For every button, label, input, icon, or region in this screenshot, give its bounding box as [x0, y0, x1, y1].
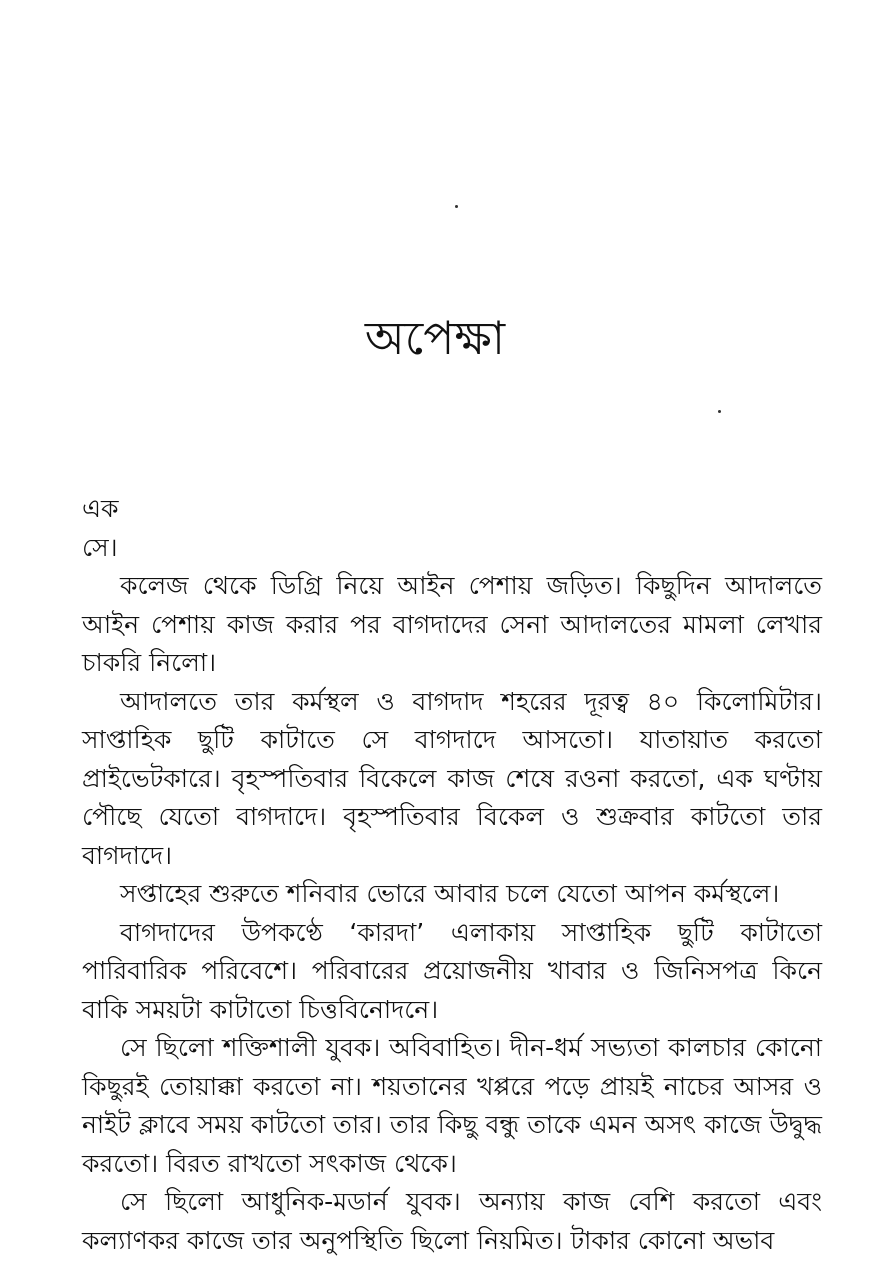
print-speck: [718, 410, 721, 413]
paragraph: আদালতে তার কর্মস্থল ও বাগদাদ শহরের দূরত্ব ৪০ কিলোমিটার। সাপ্তাহিক ছুটি কাটাতে সে বাগদাদে আসতো। যাতায়াত করতো প্রাইভেটকারে। বৃহস্পতিবার বিকেলে কাজ শেষে রওনা করতো, এক ঘণ্টায় পৌছে যেতো বাগদাদে। বৃহস্পতিবার বিকেল ও শুক্রবার কাটতো তার বাগদাদে।: [82, 686, 822, 870]
paragraph: সপ্তাহের শুরুতে শনিবার ভোরে আবার চলে যেতো আপন কর্মস্থলে।: [120, 879, 780, 908]
paragraph-list: [82, 529, 822, 1261]
page-content: [82, 490, 822, 1260]
paragraph: কলেজ থেকে ডিগ্রি নিয়ে আইন পেশায় জড়িত। কিছুদিন আদালতে আইন পেশায় কাজ করার পর বাগদাদের সেনা আদালতের মামলা লেখার চাকরি নিলো।: [82, 571, 822, 677]
page-title: অপেক্ষা: [364, 311, 506, 365]
paragraph: সে।: [82, 532, 118, 562]
paragraph: বাগদাদের উপকণ্ঠে ‘কারদা’ এলাকায় সাপ্তাহিক ছুটি কাটাতো পারিবারিক পরিবেশে। পরিবারের প্রয়োজনীয় খাবার ও জিনিসপত্র কিনে বাকি সময়টা কাটাতো চিত্তবিনোদনে।: [82, 917, 822, 1024]
paragraph: সে ছিলো আধুনিক-মডার্ন যুবক। অন্যায় কাজ বেশি করতো এবং কল্যাণকর কাজে তার অনুপস্থিতি ছিলো নিয়মিত। টাকার কোনো অভাব: [82, 1187, 822, 1255]
print-speck: [455, 205, 458, 208]
chapter-heading: এক: [82, 494, 119, 523]
paragraph: সে ছিলো শক্তিশালী যুবক। অবিবাহিত। দীন-ধর্ম সভ্যতা কালচার কোনো কিছুরই তোয়াক্কা করতো না। শয়তানের খপ্পরে পড়ে প্রায়ই নাচের আসর ও নাইট ক্লাবে সময় কাটতো তার। তার কিছু বন্ধু তাকে এমন অসৎ কাজে উদ্বুদ্ধ করতো। বিরত রাখতো সৎকাজ থেকে।: [82, 1033, 822, 1178]
